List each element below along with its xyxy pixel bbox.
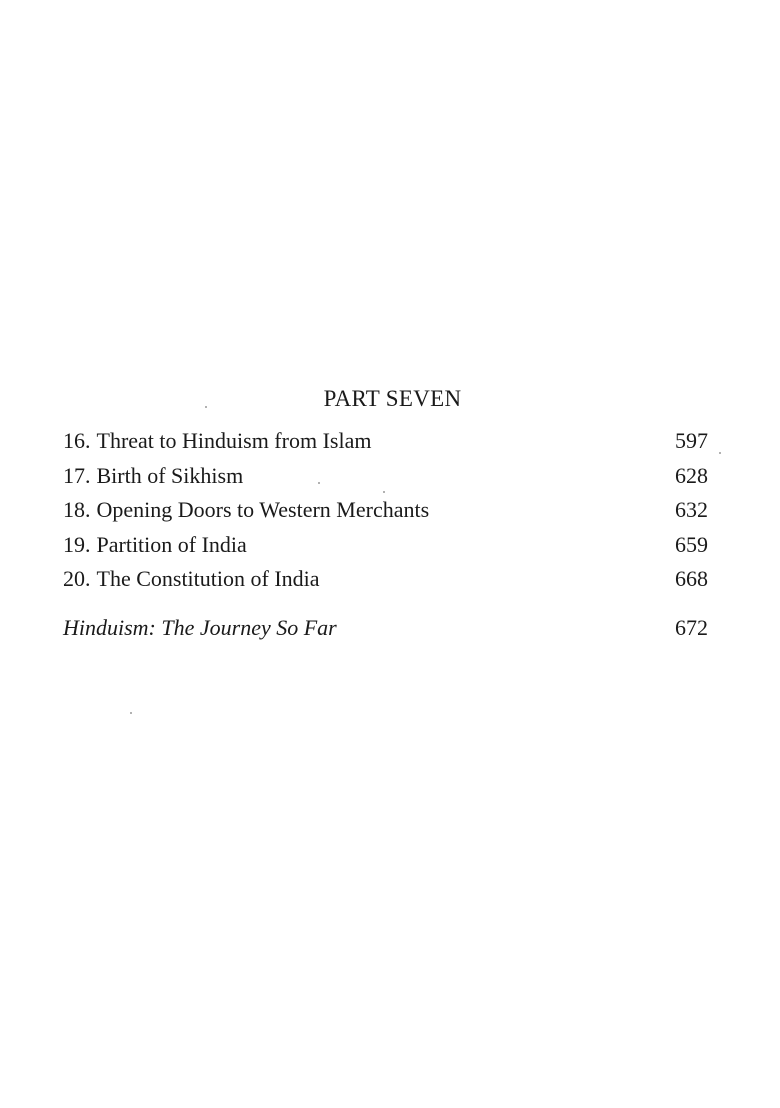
toc-entry-label xyxy=(63,532,247,558)
toc-entry xyxy=(63,463,708,498)
toc-entry xyxy=(63,566,708,601)
page-number: 672 xyxy=(675,614,708,640)
chapter-number: 20. xyxy=(63,566,91,591)
toc-epilogue-entry xyxy=(63,615,708,650)
page-number: 659 xyxy=(675,531,708,557)
toc-entry xyxy=(63,428,708,463)
part-heading: PART SEVEN xyxy=(323,386,462,411)
scan-speck xyxy=(130,712,132,714)
scan-speck xyxy=(318,482,320,484)
table-of-contents xyxy=(63,428,708,649)
chapter-title: The Constitution of India xyxy=(96,566,320,591)
epilogue-title: Hinduism: The Journey So Far xyxy=(63,614,337,640)
chapter-number: 19. xyxy=(63,531,91,557)
toc-entry-label xyxy=(63,497,429,523)
chapter-title: Birth of Sikhism xyxy=(96,462,244,488)
chapter-number: 16. xyxy=(63,428,91,453)
toc-entry-label xyxy=(63,463,243,489)
toc-entry-label xyxy=(63,428,371,454)
page-number: 597 xyxy=(675,428,708,453)
scan-speck xyxy=(205,406,207,408)
scan-speck xyxy=(383,491,385,493)
toc-entry xyxy=(63,497,708,532)
chapter-title: Threat to Hinduism from Islam xyxy=(96,428,372,453)
page-number: 632 xyxy=(675,497,708,522)
page-number: 628 xyxy=(675,462,708,488)
chapter-title: Opening Doors to Western Merchants xyxy=(96,497,430,522)
toc-entry-label xyxy=(63,566,320,592)
chapter-number: 18. xyxy=(63,497,91,522)
toc-entry xyxy=(63,532,708,567)
page-number: 668 xyxy=(675,566,708,591)
chapter-number: 17. xyxy=(63,462,91,488)
chapter-title: Partition of India xyxy=(96,531,247,557)
scan-speck xyxy=(719,452,721,454)
